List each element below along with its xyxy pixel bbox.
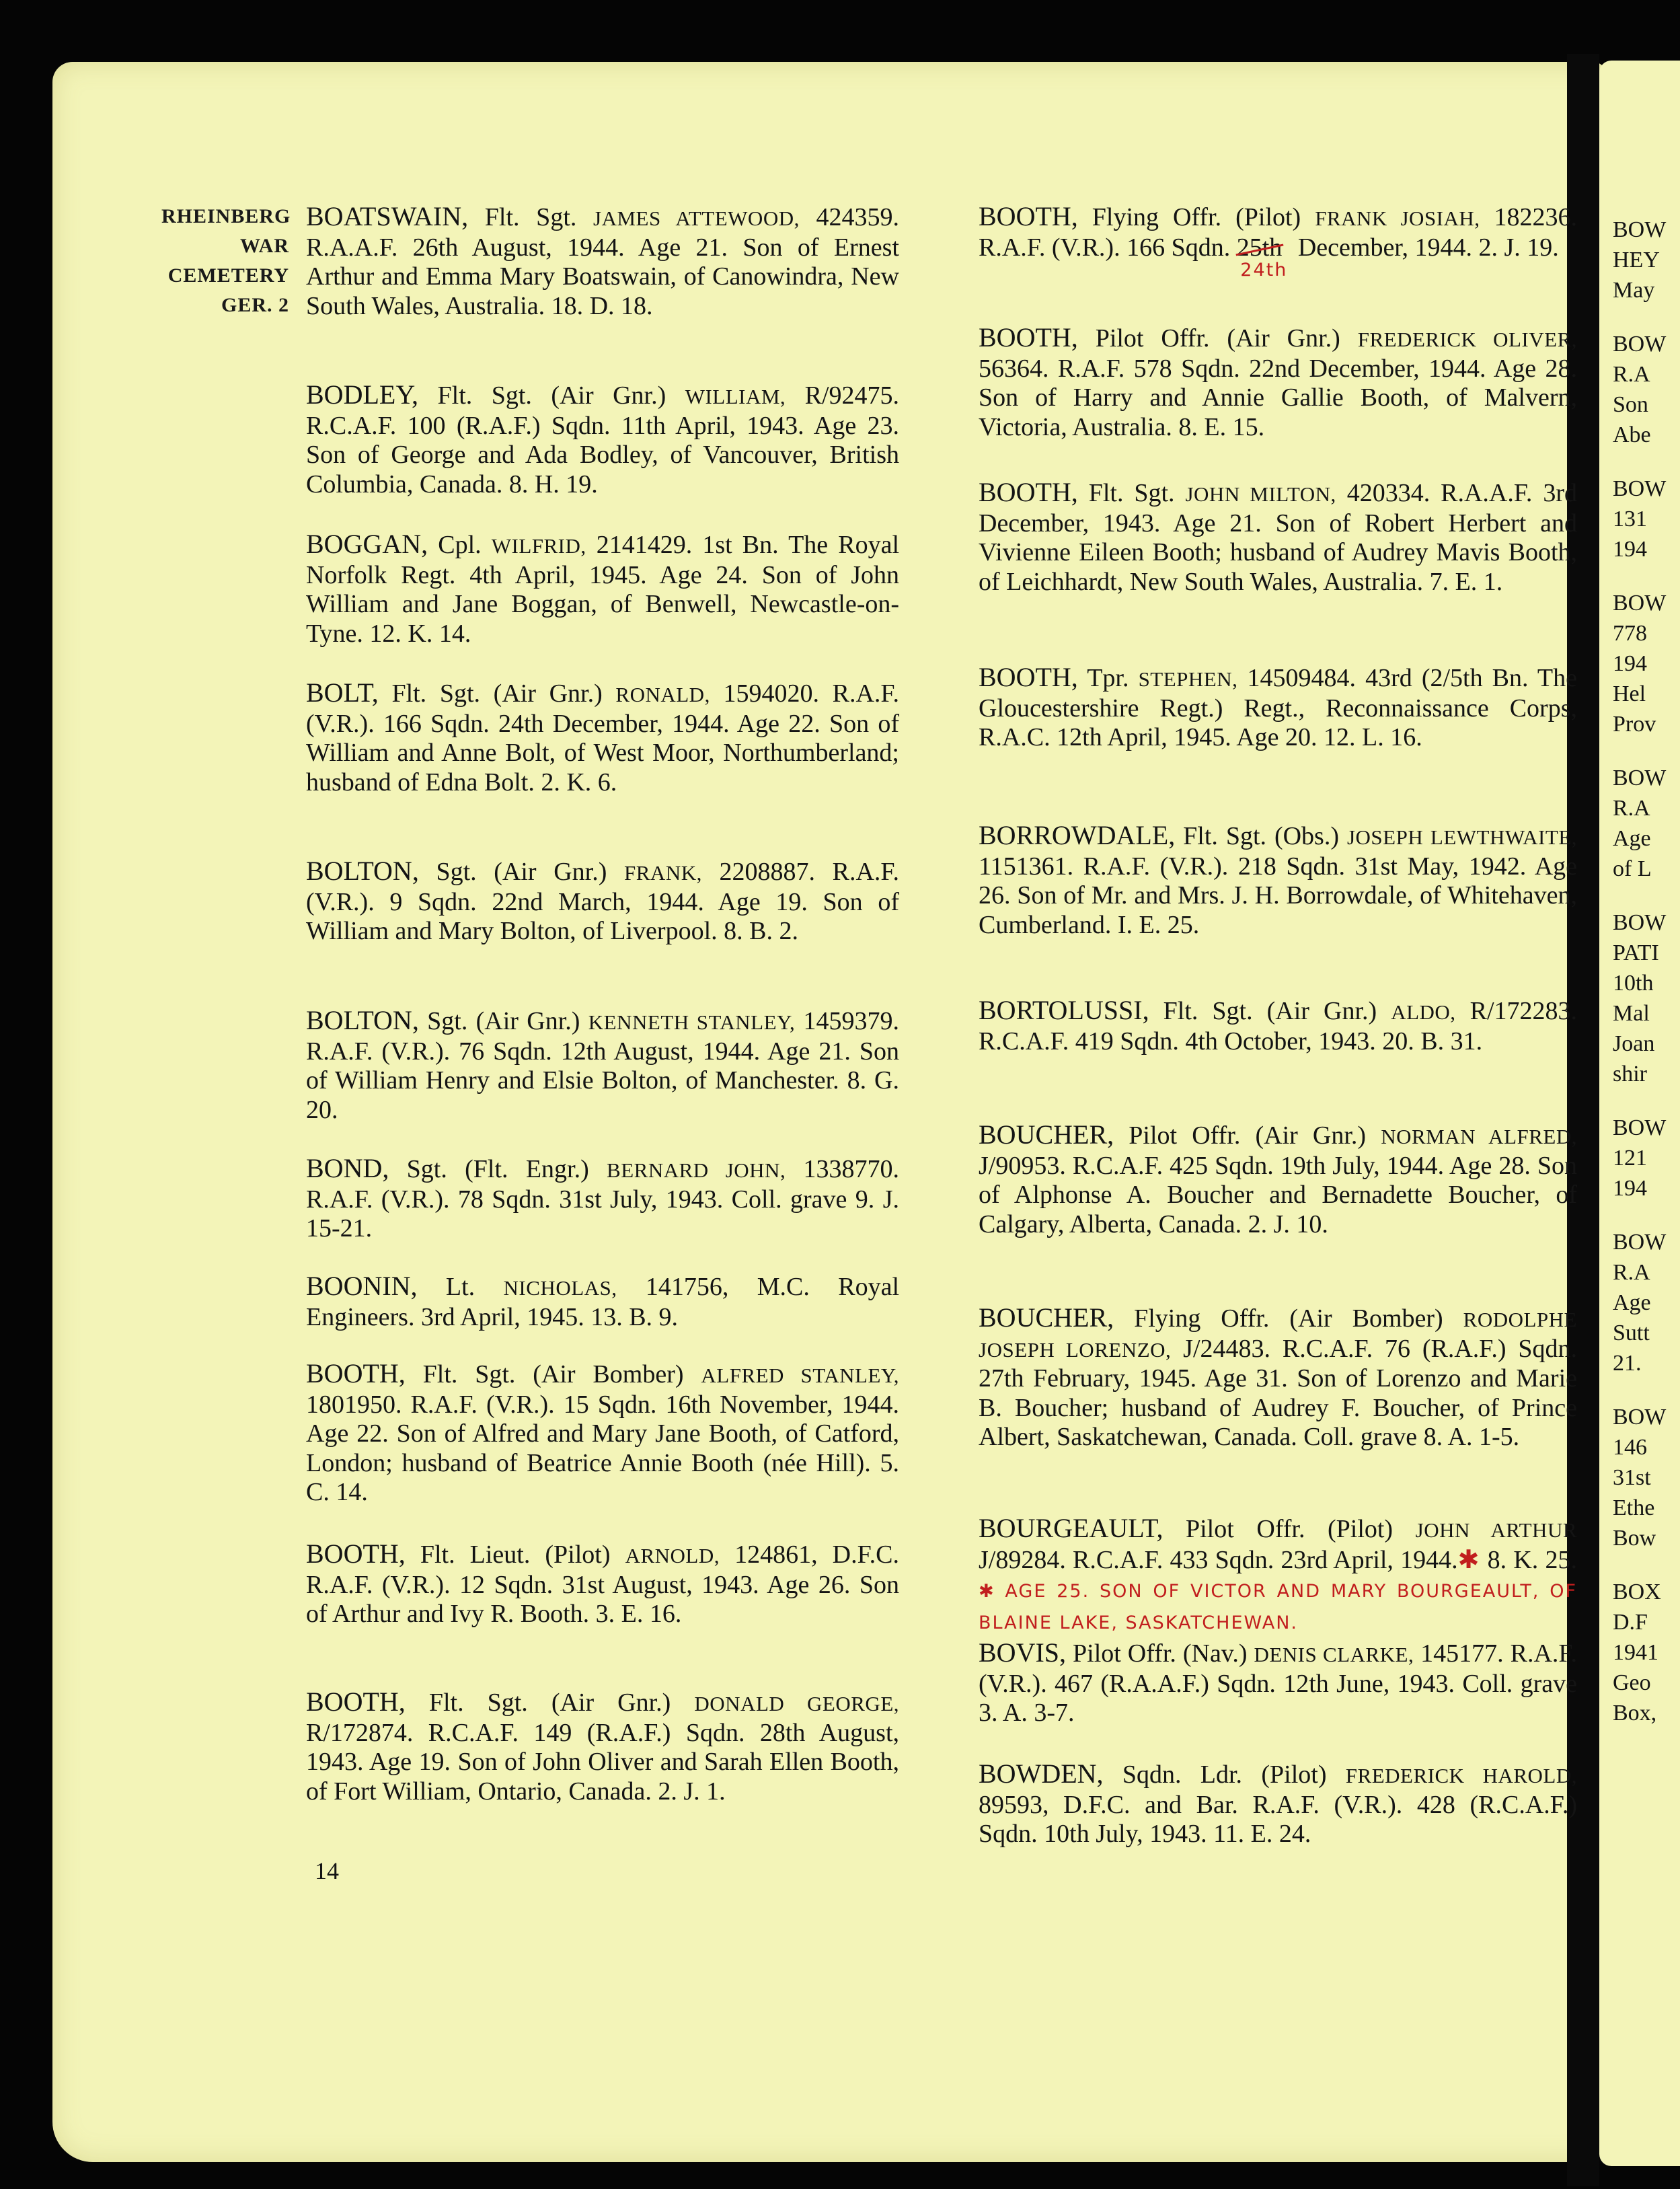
entry-given-names: RONALD, bbox=[615, 683, 710, 706]
next-page-fragment: R.A bbox=[1613, 796, 1650, 821]
entry-given-names: JOHN ARTHUR bbox=[1415, 1518, 1578, 1542]
entry-surname: BORTOLUSSI, bbox=[979, 995, 1149, 1025]
entry-boatswain bbox=[306, 202, 899, 321]
entry-text: 1459379. R.A.F. (V.R.). 76 Sqdn. 12th August, 1944. Age 21. Son of William Henry and Elsie Bolton, of Manchester. 8. G. 20. bbox=[306, 1007, 900, 1124]
next-page-fragment: 146 bbox=[1613, 1435, 1647, 1460]
entry-given-names: WILLIAM, bbox=[685, 385, 786, 408]
entry-text: R/92475. R.C.A.F. 100 (R.A.F.) Sqdn. 11th April, 1943. Age 23. Son of George and Ada Bodley, of Vancouver, British Columbia, Canada. 8. H. 19. bbox=[306, 381, 900, 498]
entry-surname: BOATSWAIN, bbox=[306, 201, 469, 231]
next-page-fragment: Box, bbox=[1613, 1701, 1657, 1726]
entry-boucher-rodolphe bbox=[979, 1303, 1577, 1452]
next-page-fragment: 31st bbox=[1613, 1465, 1651, 1490]
entry-surname: BOUCHER, bbox=[979, 1119, 1114, 1150]
next-page-fragment: Bow bbox=[1613, 1526, 1656, 1551]
entry-text: 182236. R.A.F. (V.R.). 166 Sqdn. bbox=[979, 203, 1578, 262]
next-page-fragment: Abe bbox=[1613, 422, 1651, 447]
next-page-edge bbox=[1599, 61, 1680, 2166]
entry-text: 14509484. 43rd (2/5th Bn. The Gloucestershire Regt.) Regt., Reconnaissance Corps, R.A.C. 12th April, 1945. Age 20. 12. L. 16. bbox=[979, 664, 1577, 751]
next-page-fragment: BOW bbox=[1613, 910, 1667, 935]
next-page-fragment: Hel bbox=[1613, 681, 1646, 706]
entry-given-names: WILFRID, bbox=[491, 534, 586, 558]
entry-bolton-kenneth bbox=[306, 1006, 899, 1125]
entry-rank: Cpl. bbox=[438, 531, 482, 559]
entry-rank: Tpr. bbox=[1087, 664, 1129, 692]
next-page-fragment: Joan bbox=[1613, 1031, 1655, 1056]
entry-given-names: DENIS CLARKE, bbox=[1254, 1643, 1414, 1666]
next-page-fragment: BOW bbox=[1613, 217, 1667, 242]
entry-rank: Pilot Offr. (Air Gnr.) bbox=[1129, 1121, 1367, 1150]
next-page-fragment: HEY bbox=[1613, 248, 1660, 272]
entry-rank: Flt. Sgt. bbox=[484, 203, 577, 231]
next-page-fragment: BOW bbox=[1613, 1230, 1667, 1255]
next-page-fragment: BOW bbox=[1613, 1405, 1667, 1430]
entry-rank: Flt. Lieut. (Pilot) bbox=[420, 1541, 611, 1569]
entry-given-names: NORMAN ALFRED, bbox=[1381, 1125, 1577, 1148]
entry-bolton-frank bbox=[306, 856, 899, 947]
next-page-fragment: 778 bbox=[1613, 621, 1647, 646]
entry-boucher-norman bbox=[979, 1120, 1577, 1239]
entry-bowden bbox=[979, 1759, 1577, 1849]
entry-bodley bbox=[306, 380, 899, 499]
entry-rank: Flt. Sgt. (Air Bomber) bbox=[422, 1360, 684, 1388]
next-page-fragment: BOW bbox=[1613, 766, 1667, 790]
entry-text: 89593, D.F.C. and Bar. R.A.F. (V.R.). 428 (R.C.A.F.) Sqdn. 10th July, 1943. 11. E. 24. bbox=[979, 1790, 1577, 1848]
cemetery-line: WAR bbox=[239, 235, 289, 257]
entry-surname: BOOTH, bbox=[306, 1538, 406, 1569]
entry-surname: BOWDEN, bbox=[979, 1758, 1104, 1789]
entry-rank: Sqdn. Ldr. (Pilot) bbox=[1122, 1760, 1327, 1789]
cemetery-line: CEMETERY bbox=[167, 264, 289, 287]
entry-rank: Flt. Sgt. (Air Gnr.) bbox=[1163, 997, 1377, 1025]
entry-booth-frank bbox=[979, 201, 1578, 281]
cemetery-line: RHEINBERG bbox=[161, 205, 291, 227]
next-page-fragment: Son bbox=[1613, 392, 1648, 417]
entry-given-names: FRANK, bbox=[624, 861, 702, 885]
next-page-fragment: shir bbox=[1613, 1062, 1647, 1086]
entry-rank: Sgt. (Air Gnr.) bbox=[427, 1007, 580, 1035]
entry-rank: Flt. Sgt. (Air Gnr.) bbox=[428, 1689, 671, 1717]
next-page-fragment: PATI bbox=[1613, 940, 1659, 965]
entry-surname: BOONIN, bbox=[306, 1271, 418, 1301]
entry-given-names: ALFRED STANLEY, bbox=[701, 1364, 900, 1387]
entry-bolt bbox=[306, 678, 899, 797]
next-page-fragment: 10th bbox=[1613, 971, 1654, 996]
entry-bourgeault bbox=[979, 1514, 1577, 1637]
entry-given-names: ARNOLD, bbox=[625, 1544, 720, 1567]
next-page-fragment: May bbox=[1613, 278, 1655, 303]
handwritten-correction: 24th bbox=[1240, 259, 1288, 281]
entry-booth-arnold bbox=[306, 1539, 899, 1629]
entry-rank: Flying Offr. (Air Bomber) bbox=[1134, 1304, 1443, 1333]
entry-surname: BOGGAN, bbox=[306, 529, 428, 559]
entry-rank: Sgt. (Air Gnr.) bbox=[436, 858, 607, 886]
next-page-fragment: Sutt bbox=[1613, 1321, 1650, 1345]
entry-surname: BOOTH, bbox=[306, 1358, 406, 1388]
entry-text: 1801950. R.A.F. (V.R.). 15 Sqdn. 16th November, 1944. Age 22. Son of Alfred and Mary Jane Booth, of Catford, London; husband of Beatrice Annie Booth (née Hill). 5. C. 14. bbox=[306, 1390, 899, 1506]
entry-text: 1151361. R.A.F. (V.R.). 218 Sqdn. 31st May, 1942. Age 26. Son of Mr. and Mrs. J. H. Borrowdale, of Whitehaven, Cumberland. I. E. 25. bbox=[979, 852, 1577, 939]
entry-text: J/24483. R.C.A.F. 76 (R.A.F.) Sqdn. 27th February, 1945. Age 31. Son of Lorenzo and Marie B. Boucher; husband of Audrey F. Boucher, of Prince Albert, Saskatchewan, Canada. Coll. grave 8. A. 1-5. bbox=[979, 1334, 1578, 1451]
entry-text: December, 1944. 2. J. 19. bbox=[1297, 233, 1559, 262]
entry-given-names: JOSEPH LEWTHWAITE, bbox=[1346, 825, 1578, 849]
entry-bortolussi bbox=[979, 996, 1577, 1056]
entry-booth-stephen bbox=[979, 663, 1577, 753]
next-page-fragment: R.A bbox=[1613, 1260, 1650, 1285]
entry-given-names: STEPHEN, bbox=[1138, 667, 1238, 691]
entry-text: 1338770. R.A.F. (V.R.). 78 Sqdn. 31st July, 1943. Coll. grave 9. J. 15-21. bbox=[306, 1155, 899, 1242]
entry-rank: Sgt. (Flt. Engr.) bbox=[406, 1155, 589, 1183]
entry-text: J/89284. R.C.A.F. 433 Sqdn. 23rd April, 1944. bbox=[979, 1545, 1458, 1574]
entry-surname: BOLTON, bbox=[306, 1005, 419, 1035]
entry-rank: Lt. bbox=[445, 1273, 475, 1301]
entry-rank: Flt. Sgt. bbox=[1088, 479, 1175, 507]
entry-surname: BORROWDALE, bbox=[979, 820, 1176, 850]
entry-bovis bbox=[979, 1638, 1577, 1728]
entry-surname: BOOTH, bbox=[979, 662, 1078, 692]
entry-text: 124861, D.F.C. R.A.F. (V.R.). 12 Sqdn. 31st August, 1943. Age 26. Son of Arthur and Ivy R. Booth. 3. E. 16. bbox=[306, 1541, 900, 1628]
entry-rank: Flt. Sgt. (Air Gnr.) bbox=[391, 679, 603, 708]
entry-surname: BODLEY, bbox=[306, 379, 419, 410]
entry-given-names: KENNETH STANLEY, bbox=[588, 1010, 796, 1034]
entry-text: R/172874. R.C.A.F. 149 (R.A.F.) Sqdn. 28th August, 1943. Age 19. Son of John Oliver and Sarah Ellen Booth, of Fort William, Ontario, Canada. 2. J. 1. bbox=[306, 1718, 899, 1806]
entry-given-names: FRANK JOSIAH, bbox=[1315, 207, 1480, 230]
entry-booth-john bbox=[979, 478, 1577, 597]
next-page-fragment: 121 bbox=[1613, 1146, 1647, 1171]
next-page-fragment: Age bbox=[1613, 826, 1651, 851]
entry-borrowdale bbox=[979, 821, 1577, 940]
next-page-fragment: 194 bbox=[1613, 1176, 1647, 1201]
entry-text: 8. K. 25. bbox=[1487, 1545, 1577, 1574]
entry-text: J/90953. R.C.A.F. 425 Sqdn. 19th July, 1944. Age 28. Son of Alphonse A. Boucher and Bernadette Boucher, of Calgary, Alberta, Canada. 2. J. 10. bbox=[979, 1151, 1577, 1238]
entry-rank: Pilot Offr. (Nav.) bbox=[1073, 1639, 1248, 1668]
next-page-fragment: Ethe bbox=[1613, 1495, 1655, 1520]
entry-given-names: BERNARD JOHN, bbox=[607, 1158, 786, 1182]
entry-surname: BOOTH, bbox=[979, 201, 1078, 231]
next-page-fragment: 1941 bbox=[1613, 1640, 1658, 1665]
entry-given-names: FREDERICK OLIVER, bbox=[1357, 328, 1577, 351]
entry-booth-frederick bbox=[979, 323, 1577, 442]
next-page-fragment: 21. bbox=[1613, 1351, 1642, 1376]
entry-text: 141756, M.C. Royal Engineers. 3rd April, 1945. 13. B. 9. bbox=[306, 1273, 900, 1331]
entry-given-names: JAMES ATTEWOOD, bbox=[593, 207, 800, 230]
page-number: 14 bbox=[315, 1857, 339, 1884]
entry-boggan bbox=[306, 529, 899, 648]
handwritten-note: ✱ AGE 25. SON OF VICTOR AND MARY BOURGEAULT, OF BLAINE LAKE, SASKATCHEWAN. bbox=[979, 1581, 1577, 1633]
entry-given-names: JOHN MILTON, bbox=[1185, 482, 1336, 506]
entry-rank: Pilot Offr. (Pilot) bbox=[1185, 1515, 1393, 1543]
entry-boonin bbox=[306, 1271, 899, 1332]
next-page-fragment: Mal bbox=[1613, 1001, 1650, 1026]
entry-text: 424359. R.A.A.F. 26th August, 1944. Age 21. Son of Ernest Arthur and Emma Mary Boatswain, of Canowindra, New South Wales, Australia. 18. D. 18. bbox=[306, 203, 899, 320]
entry-text: 56364. R.A.F. 578 Sqdn. 22nd December, 1944. Age 28. Son of Harry and Annie Gallie Booth, of Malvern, Victoria, Australia. 8. E. 15. bbox=[979, 354, 1577, 441]
next-page-fragment: 194 bbox=[1613, 537, 1647, 562]
entry-surname: BOND, bbox=[306, 1153, 389, 1183]
next-page-fragment: BOW bbox=[1613, 332, 1667, 357]
struck-date: 25th bbox=[1236, 233, 1283, 262]
entry-given-names: NICHOLAS, bbox=[503, 1276, 617, 1300]
entry-given-names: FREDERICK HAROLD, bbox=[1345, 1764, 1578, 1787]
entry-rank: Flt. Sgt. (Air Gnr.) bbox=[437, 381, 666, 410]
entry-surname: BOOTH, bbox=[979, 477, 1078, 507]
cemetery-line: GER. 2 bbox=[221, 294, 289, 316]
next-page-fragment: BOX bbox=[1613, 1580, 1661, 1604]
next-page-fragment: R.A bbox=[1613, 362, 1650, 387]
entry-given-names: ALDO, bbox=[1391, 1000, 1456, 1024]
entry-surname: BOLTON, bbox=[306, 856, 419, 886]
entry-text: 420334. R.A.A.F. 3rd December, 1943. Age 21. Son of Robert Herbert and Vivienne Eileen Booth; husband of Audrey Mavis Booth, of Leichhardt, New South Wales, Australia. 7. E. 1. bbox=[979, 479, 1577, 596]
entry-surname: BOUCHER, bbox=[979, 1302, 1114, 1333]
entry-surname: BOVIS, bbox=[979, 1637, 1067, 1668]
entry-given-names: DONALD GEORGE, bbox=[694, 1692, 900, 1715]
entry-text: 1594020. R.A.F. (V.R.). 166 Sqdn. 24th December, 1944. Age 22. Son of William and Anne Bolt, of West Moor, Northumberland; husband of Edna Bolt. 2. K. 6. bbox=[306, 679, 899, 796]
entry-surname: BOLT, bbox=[306, 677, 379, 708]
entry-rank: Flying Offr. (Pilot) bbox=[1092, 203, 1301, 231]
entry-surname: BOOTH, bbox=[979, 322, 1078, 353]
entry-text: 2141429. 1st Bn. The Royal Norfolk Regt. 4th April, 1945. Age 24. Son of John William and Jane Boggan, of Benwell, Newcastle-on-Tyne. 12. K. 14. bbox=[306, 531, 900, 648]
handwritten-asterisk: ✱ bbox=[1457, 1544, 1481, 1574]
next-page-fragment: 131 bbox=[1613, 507, 1647, 531]
entry-surname: BOURGEAULT, bbox=[979, 1513, 1163, 1543]
cemetery-label bbox=[161, 202, 289, 320]
entry-text: R/172283. R.C.A.F. 419 Sqdn. 4th October, 1943. 20. B. 31. bbox=[979, 997, 1578, 1055]
next-page-fragment: BOW bbox=[1613, 476, 1667, 501]
next-page-fragment: D.F bbox=[1613, 1610, 1648, 1635]
next-page-fragment: of L bbox=[1613, 856, 1652, 881]
entry-given-names: RODOLPHE JOSEPH LORENZO, bbox=[979, 1308, 1577, 1362]
next-page-fragment: BOW bbox=[1613, 591, 1667, 616]
entry-rank: Pilot Offr. (Air Gnr.) bbox=[1095, 324, 1340, 353]
entry-surname: BOOTH, bbox=[306, 1686, 406, 1717]
next-page-fragment: Geo bbox=[1613, 1670, 1651, 1695]
entry-rank: Flt. Sgt. (Obs.) bbox=[1183, 822, 1340, 850]
next-page-fragment: BOW bbox=[1613, 1115, 1667, 1140]
entry-booth-alfred bbox=[306, 1359, 899, 1508]
next-page-fragment: Age bbox=[1613, 1290, 1651, 1315]
entry-text: 145177. R.A.F. (V.R.). 467 (R.A.A.F.) Sqdn. 12th June, 1943. Coll. grave 3. A. 3-7. bbox=[979, 1639, 1578, 1727]
entry-text: 2208887. R.A.F. (V.R.). 9 Sqdn. 22nd March, 1944. Age 19. Son of William and Mary Bolton, of Liverpool. 8. B. 2. bbox=[306, 858, 900, 945]
next-page-fragment: Prov bbox=[1613, 712, 1656, 737]
entry-booth-donald bbox=[306, 1687, 899, 1806]
next-page-fragment: 194 bbox=[1613, 651, 1647, 676]
entry-bond bbox=[306, 1154, 899, 1244]
